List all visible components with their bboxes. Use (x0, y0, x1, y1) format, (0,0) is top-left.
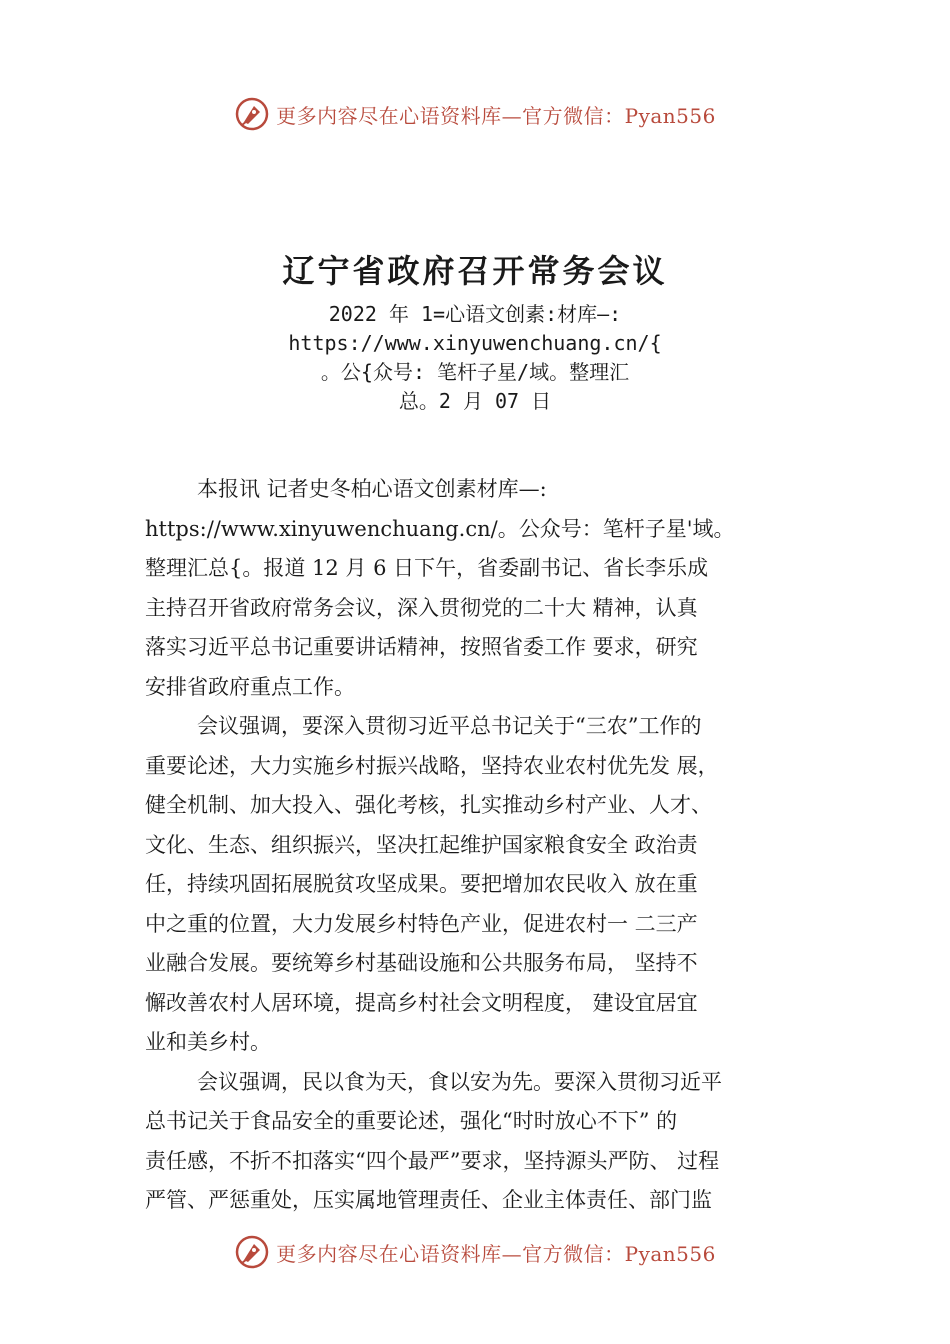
article-body (145, 470, 825, 1221)
body-line: 重要论述，大力实施乡村振兴战略，坚持农业农村优先发 展， (145, 753, 719, 778)
footer-banner (0, 1232, 950, 1272)
body-line: 业融合发展。要统筹乡村基础设施和公共服务布局， 坚持不 (145, 951, 698, 975)
body-line: 落实习近平总书记重要讲话精神，按照省委工作 要求，研究 (145, 635, 698, 659)
banner-text: 更多内容尽在心语资料库—官方微信：Pyan556 (276, 103, 716, 128)
body-line: 健全机制、加大投入、强化考核，扎实推动乡村产业、人才、 (145, 793, 712, 817)
body-line: 会议强调，民以食为天，食以安为先。要深入贯彻习近平 (197, 1069, 722, 1094)
body-line: 文化、生态、组织振兴，坚决扛起维护国家粮食安全 政治责 (145, 832, 698, 857)
body-line: 主持召开省政府常务会议，深入贯彻党的二十大 精神，认真 (145, 595, 698, 620)
banner-text: 更多内容尽在心语资料库—官方微信：Pyan556 (276, 1241, 716, 1266)
body-line: 总书记关于食品安全的重要论述，强化“时时放心不下” 的 (145, 1109, 678, 1133)
article-title: 辽宁省政府召开常务会议 (282, 252, 668, 290)
pen-nib-logo-icon (234, 1234, 270, 1270)
dateline-line: https://www.xinyuwenchuang.cn/{ (288, 331, 662, 355)
body-line: 会议强调，要深入贯彻习近平总书记关于“三农”工作的 (197, 714, 702, 738)
pen-nib-logo-icon (234, 96, 270, 132)
body-line: 本报讯 记者史冬柏心语文创素材库—: (197, 477, 547, 501)
header-banner (0, 94, 950, 134)
body-line: https://www.xinyuwenchuang.cn/。公众号：笔杆子星'域。 (145, 516, 735, 541)
body-line: 懈改善农村人居环境，提高乡村社会文明程度， 建设宜居宜 (145, 990, 698, 1015)
dateline-line: 总。2 月 07 日 (398, 389, 552, 413)
dateline-line: 。公{众号: 笔杆子星/域。整理汇 (320, 360, 630, 384)
dateline-line: 2022 年 1=心语文创素:材库—: (328, 302, 622, 326)
body-line: 责任感，不折不扣落实“四个最严”要求，坚持源头严防、 过程 (145, 1148, 720, 1173)
body-line: 中之重的位置，大力发展乡村特色产业，促进农村一 二三产 (145, 911, 698, 936)
body-line: 严管、严惩重处，压实属地管理责任、企业主体责任、部门监 (145, 1188, 712, 1212)
body-line: 任，持续巩固拓展脱贫攻坚成果。要把增加农民收入 放在重 (145, 872, 698, 896)
dateline (265, 300, 685, 416)
body-line: 业和美乡村。 (145, 1030, 271, 1054)
body-line: 整理汇总{。报道 12 月 6 日下午，省委副书记、省长李乐成 (145, 556, 709, 580)
body-line: 安排省政府重点工作。 (145, 674, 355, 699)
